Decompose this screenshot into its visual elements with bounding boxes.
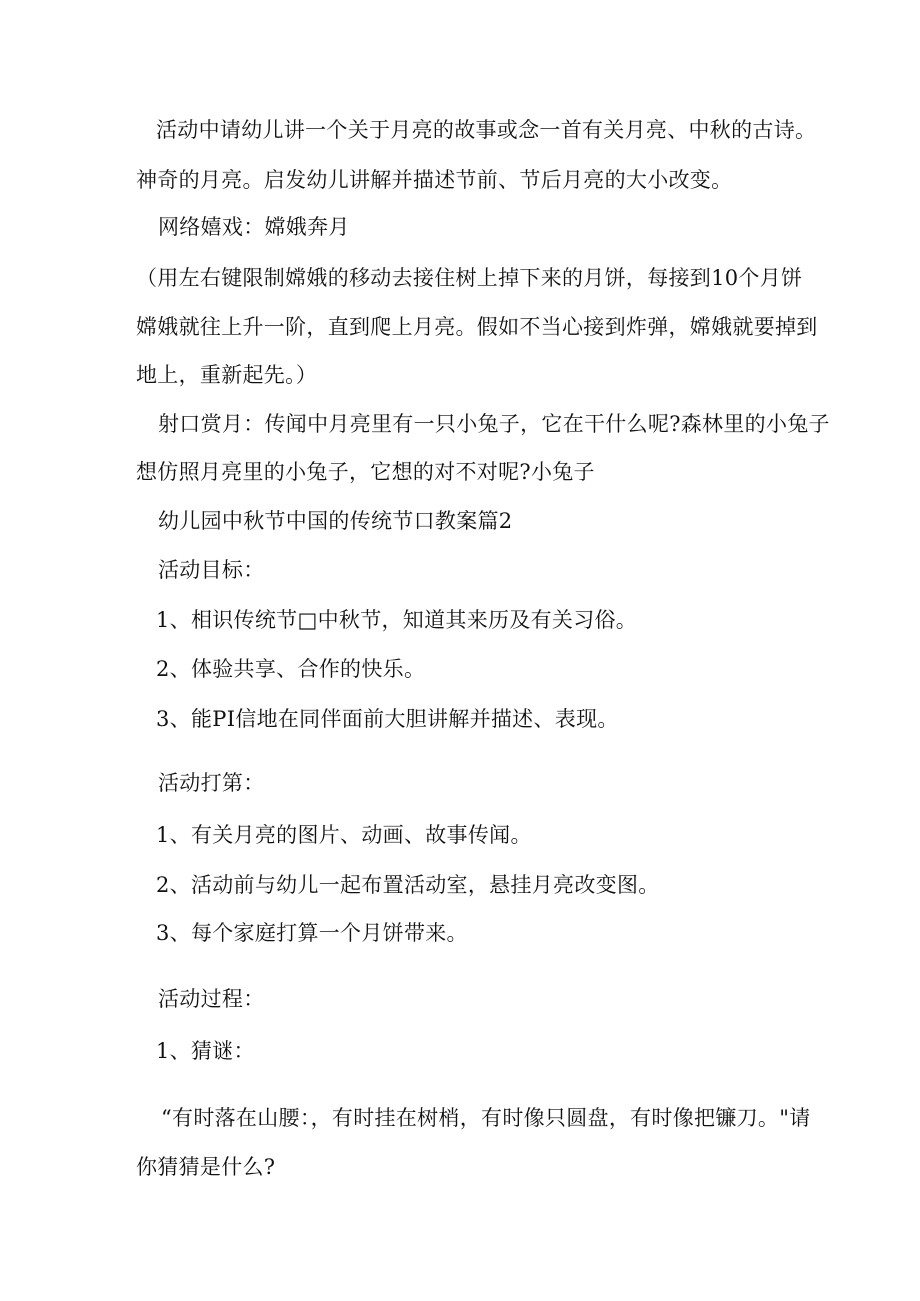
- paragraph-line: 你猜猜是什么?: [136, 1155, 276, 1179]
- subheading: 活动打第：: [158, 771, 265, 795]
- paragraph-line: 嫦娥就往上升一阶，直到爬上月亮。假如不当心接到炸弹，嫦娥就要掉到: [136, 315, 818, 339]
- paragraph-line: 想仿照月亮里的小兔子，它想的对不对呢?小兔子: [136, 460, 595, 484]
- list-item: 1、有关月亮的图片、动画、故事传闻。: [156, 823, 532, 847]
- paragraph-line: “有时落在山腰：，有时挂在树梢，有时像只圆盘，有时像把镰刀。"请: [161, 1106, 811, 1130]
- section-heading: 幼儿园中秋节中国的传统节口教案篇2: [158, 509, 513, 533]
- paragraph-line: （用左右键限制嫦娥的移动去接住树上掉下来的月饼，每接到10个月饼: [136, 266, 803, 290]
- paragraph-line: 活动中请幼儿讲一个关于月亮的故事或念一首有关月亮、中秋的古诗。: [156, 118, 817, 142]
- subheading: 活动目标：: [158, 558, 265, 582]
- list-item: 3、每个家庭打算一个月饼带来。: [156, 921, 468, 945]
- list-item: 1、猜谜：: [156, 1039, 255, 1063]
- paragraph-line: 神奇的月亮。启发幼儿讲解并描述节前、节后月亮的大小改变。: [136, 168, 733, 192]
- list-item: 1、相识传统节□中秋节，知道其来历及有关习俗。: [156, 608, 638, 632]
- subheading: 活动过程：: [158, 987, 265, 1011]
- list-item: 3、能PI信地在同伴面前大胆讲解并描述、表现。: [156, 707, 619, 731]
- list-item: 2、体验共享、合作的快乐。: [156, 657, 426, 681]
- paragraph-line: 射口赏月：传闻中月亮里有一只小兔子，它在干什么呢?森林里的小兔子: [158, 412, 830, 436]
- paragraph-line: 网络嬉戏：嫦娥奔月: [158, 215, 350, 239]
- list-item: 2、活动前与幼儿一起布置活动室，悬挂月亮改变图。: [156, 873, 660, 897]
- paragraph-line: 地上，重新起先。）: [136, 363, 318, 387]
